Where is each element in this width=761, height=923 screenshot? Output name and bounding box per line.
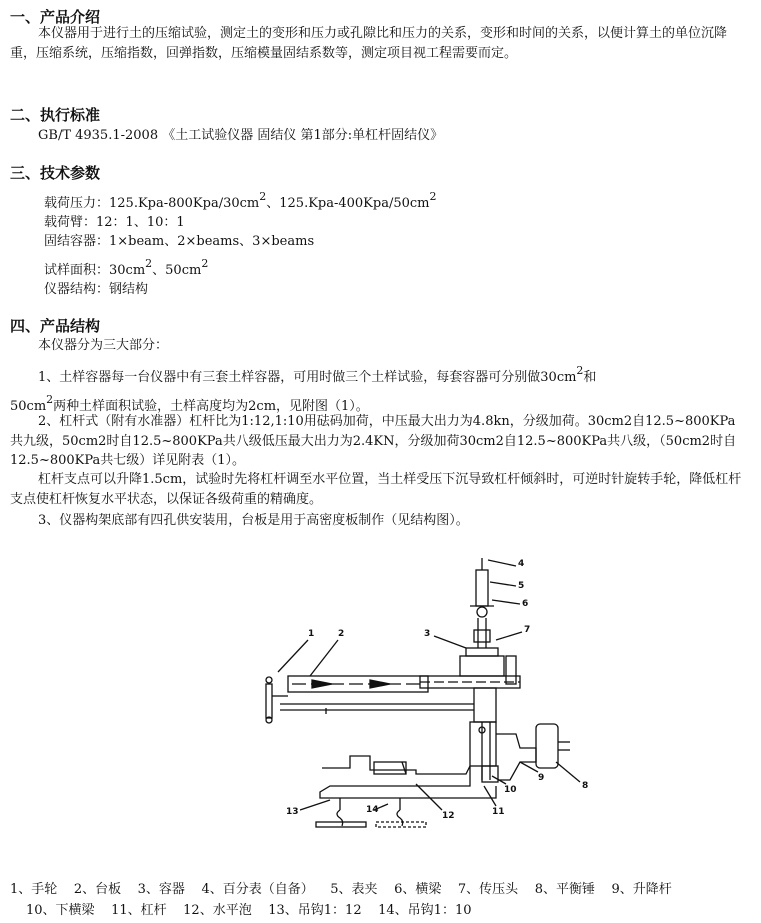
structure-item-1a: 1、土样容器每一台仪器中有三套土样容器，可用时做三个土样试验，每套容器可分别做$30cm^2$和	[38, 364, 597, 385]
caption-row-1	[10, 878, 672, 897]
diagram-label-5: 5	[518, 581, 525, 591]
diagram-label-8: 8	[582, 781, 589, 791]
diagram-label-6: 6	[522, 599, 529, 609]
caption-item: 13、吊钩1：12	[268, 903, 362, 918]
diagram-label-11: 11	[492, 807, 505, 817]
caption-item: 11、杠杆	[111, 903, 167, 918]
diagram-label-10: 10	[504, 785, 517, 795]
diagram-label-3: 3	[424, 629, 431, 639]
diagram-label-9: 9	[538, 773, 545, 783]
caption-item: 7、传压头	[457, 882, 519, 897]
section-title-standard: 二、执行标准	[10, 106, 101, 124]
spec-load-arm: 载荷臂：12：1、10：1	[44, 215, 185, 230]
spec-structure: 仪器结构：钢结构	[44, 282, 149, 297]
structure-diagram	[220, 548, 600, 838]
structure-item-2: 2、杠杆式（附有水准器）杠杆比为1:12,1:10用砝码加荷，中压最大出力为4.8kn，分级加荷。30cm2自12.5~800KPa共九级，50cm2时自12.5~800KPa共八级低压最大出力为2.4KN，分级加荷30cm2自12.5~800KPa共八级，（50cm2时自12.5~800KPa共七级）详见附表（1）。	[10, 414, 737, 468]
spec-load-pressure: 载荷压力：$125.Kpa-800Kpa/30cm^2$、$125.Kpa-400Kpa/50cm^2$	[44, 190, 437, 211]
caption-item: 8、平衡锤	[534, 882, 595, 897]
section-title-structure: 四、产品结构	[10, 317, 101, 335]
caption-item: 12、水平泡	[183, 903, 252, 918]
diagram-label-13: 13	[286, 807, 299, 817]
diagram-label-2: 2	[338, 629, 345, 639]
structure-intro: 本仪器分为三大部分：	[38, 338, 169, 353]
section-title-specs: 三、技术参数	[10, 164, 101, 182]
caption-item: 14、吊钩1：10	[378, 903, 472, 918]
intro-paragraph: 本仪器用于进行土的压缩试验，测定土的变形和压力或孔隙比和压力的关系，变形和时间的关系，以便计算土的单位沉降重，压缩系统，压缩指数，回弹指数，压缩模量固结系数等，测定项目视工程需要而定。	[10, 26, 728, 61]
section-title-intro: 一、产品介绍	[10, 8, 101, 26]
caption-item: 5、表夹	[330, 882, 378, 897]
caption-item: 3、容器	[137, 882, 185, 897]
caption-item: 9、升降杆	[611, 882, 672, 897]
diagram-label-12: 12	[442, 811, 455, 821]
caption-item: 2、台板	[73, 882, 122, 897]
caption-item: 6、横梁	[394, 882, 442, 897]
caption-item: 10、下横梁	[26, 903, 95, 918]
spec-container: 固结容器：1×beam、2×beams、3×beams	[44, 234, 315, 249]
standard-text: GB/T 4935.1-2008 《土工试验仪器 固结仪 第1部分:单杠杆固结仪》	[38, 128, 444, 143]
structure-item-3: 3、仪器构架底部有四孔供安装用，台板是用于高密度板制作（见结构图）。	[38, 513, 469, 528]
spec-sample-area: 试样面积：$30cm^2$、$50cm^2$	[44, 257, 209, 278]
diagram-label-7: 7	[524, 625, 531, 635]
caption-row-2	[26, 899, 471, 918]
caption-item: 4、百分表（自备）	[201, 882, 314, 897]
diagram-label-14: 14	[366, 805, 379, 815]
structure-item-2-note: 杠杆支点可以升降1.5cm，试验时先将杠杆调至水平位置，当土样受压下沉导致杠杆倾斜时，可逆时针旋转手轮，降低杠杆支点使杠杆恢复水平状态，以保证各级荷重的精确度。	[10, 472, 742, 507]
diagram-label-1: 1	[308, 629, 315, 639]
caption-item: 1、手轮	[10, 882, 58, 897]
diagram-label-4: 4	[518, 559, 525, 569]
structure-item-1b: $50cm^2$两种土样面积试验，土样高度均为2cm，见附图（1）。	[10, 393, 369, 414]
